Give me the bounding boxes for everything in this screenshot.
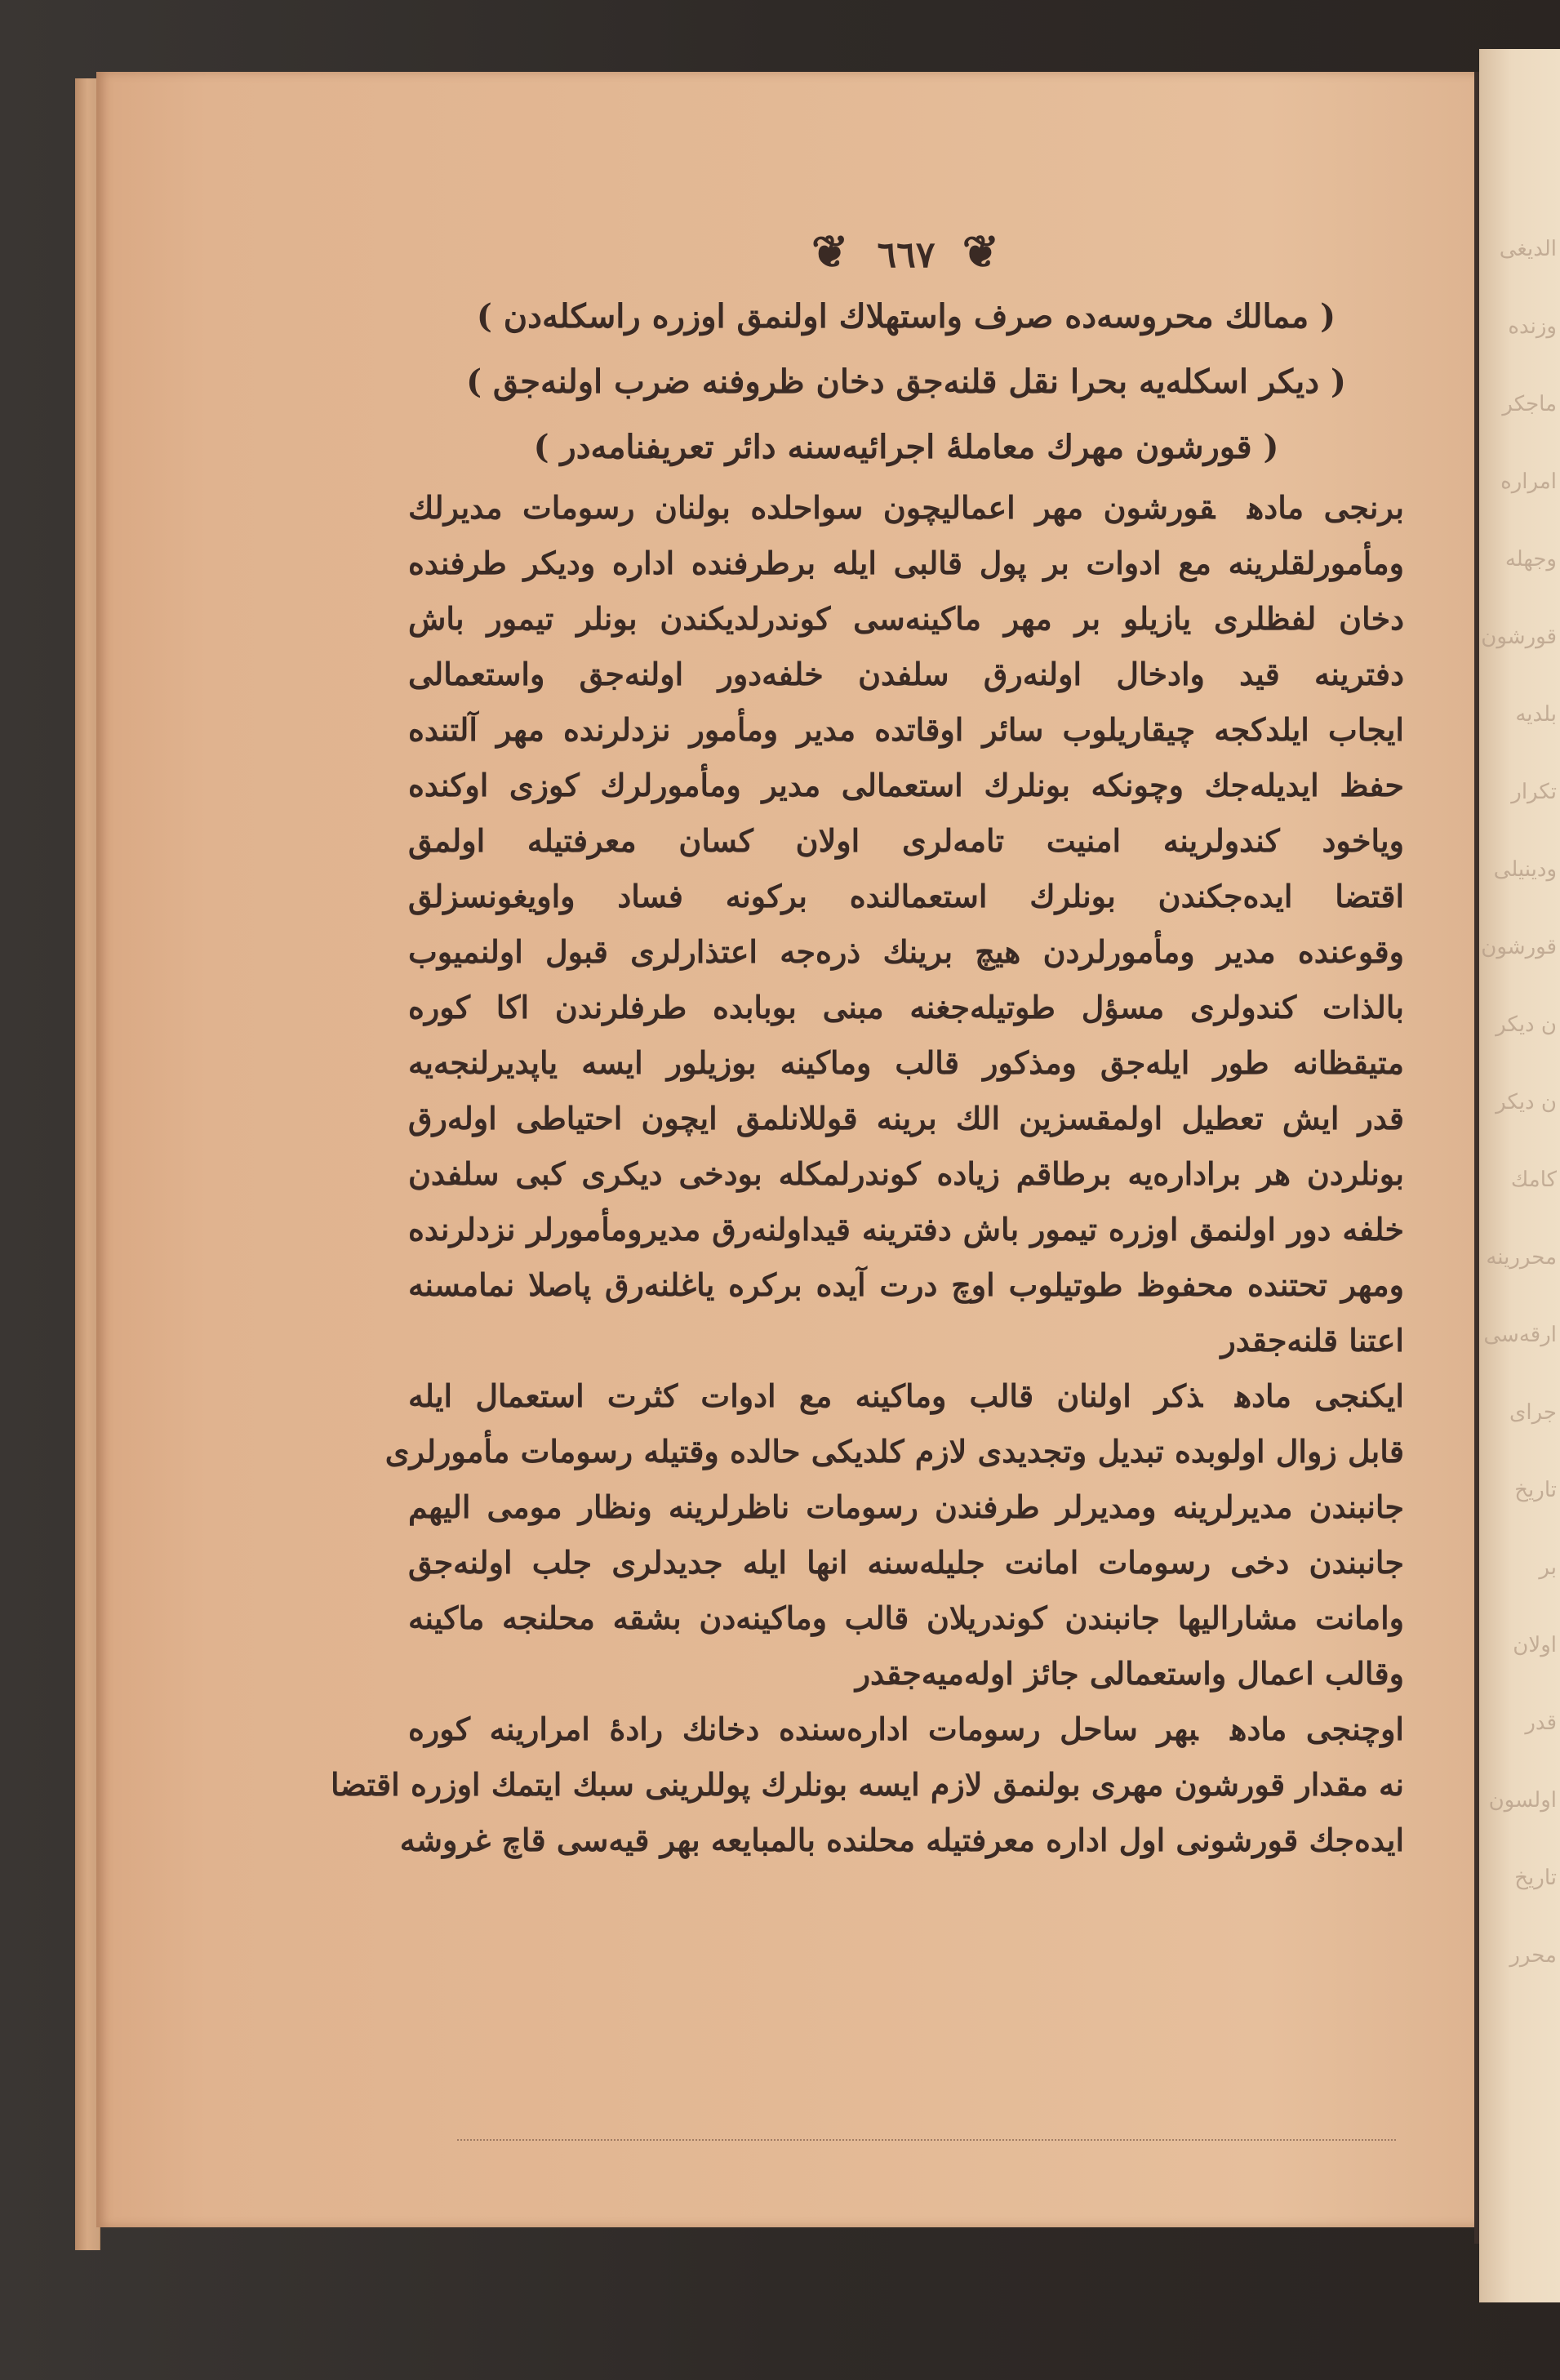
- line-text: ومهر تحتنده محفوظ طوتیلوب اوچ درت آیده بركره یاغلنه‌رق پاصلا نمامسنه: [408, 1266, 1404, 1303]
- text-line: [408, 980, 1404, 1035]
- line-text: وامانت مشارالیها جانبندن كوندریلان قالب وماكینه‌دن بشقه محلنجه ماكینه: [408, 1599, 1404, 1636]
- facing-page-fragment: جرای: [1509, 1400, 1557, 1425]
- line-text: وقالب اعمال واستعمالی جائز اوله‌میه‌جقدر: [855, 1655, 1404, 1692]
- line-text: ومأمورلقلرینه مع ادوات بر پول قالبی ایله برطرفنده اداره ودیكر طرفنده: [408, 545, 1404, 581]
- facing-page-fragment: اولان: [1513, 1633, 1557, 1657]
- facing-page-fragment: تاریخ: [1514, 1866, 1557, 1890]
- article-label: اوچنجی ماده: [1230, 1710, 1404, 1747]
- text-line: [331, 1757, 1404, 1813]
- line-text: قدر ایش تعطیل اولمقسزین الك برینه قوللانلمق ایچون احتیاطی اوله‌رق: [408, 1100, 1404, 1137]
- text-line: [399, 1813, 1404, 1868]
- line-text: وياخود كندولرینه امنیت تامه‌لری اولان كسان معرفتیله اولمق: [408, 822, 1404, 859]
- text-line: [408, 1646, 1404, 1702]
- ornament-left-icon: ❦: [962, 225, 1002, 278]
- line-text: جانبندن دخی رسومات امانت جلیله‌سنه انها ایله جدیدلری جلب اولنه‌جق: [408, 1544, 1404, 1581]
- heading-line: ( ممالك محروسه‌ده صرف واستهلاك اولنمق اوزره راسكله‌دن ): [476, 297, 1336, 336]
- line-text: وقوعنده مدیر ومأمورلردن هیچ برینك ذره‌جه اعتذارلری قبول اولنمیوب: [408, 933, 1404, 970]
- facing-page-fragment: ماجكر: [1502, 392, 1557, 416]
- text-line: [408, 813, 1404, 869]
- facing-page-edge: [1479, 49, 1560, 2302]
- facing-page-fragment: قدر: [1525, 1710, 1557, 1735]
- facing-page-fragment: قورشون: [1481, 935, 1557, 959]
- text-line: [408, 1091, 1404, 1146]
- text-line: [408, 924, 1404, 980]
- facing-page-fragment: امراره: [1500, 469, 1557, 494]
- line-text: نه مقدار قورشون مهری بولنمق لازم ایسه بونلرك پوللرینی سبك ایتمك اوزره اقتضا: [331, 1766, 1404, 1803]
- text-line: [408, 1479, 1404, 1535]
- line-text: ذكر اولنان قالب وماكینه مع ادوات كثرت استعمال ایله: [408, 1377, 1203, 1414]
- line-text: بونلردن هر براداره‌یه برطاقم زیاده كوندرلمكله بودخی دیكری كبی سلفدن: [408, 1155, 1404, 1192]
- text-line: [408, 1702, 1404, 1757]
- facing-page-fragment: ن دیكر: [1496, 1090, 1557, 1114]
- line-text: دفترینه قید وادخال اولنه‌رق سلفدن خلفه‌دور اولنه‌جق واستعمالی: [408, 656, 1404, 692]
- page-number-value: ٦٦٧: [877, 234, 936, 276]
- text-line: [408, 869, 1404, 924]
- heading-line: ( قورشون مهرك معامله‌ٔ اجرائیه‌سنه دائر تعریفنامه‌در ): [533, 428, 1279, 466]
- text-line: [408, 758, 1404, 813]
- text-line: [408, 480, 1404, 536]
- line-text: بهر ساحل رسومات اداره‌سنده دخانك راده‌ٔ امرارینه كوره: [408, 1710, 1198, 1747]
- text-line: [408, 536, 1404, 591]
- line-text: حفظ ایدیله‌جك وچونكه بونلرك استعمالی مدیر ومأمورلرك كوزی اوكنده: [408, 767, 1404, 803]
- text-line: [408, 1368, 1404, 1424]
- line-text: اقتضا ایده‌جكندن بونلرك استعمالنده بركونه فساد واویغونسزلق: [408, 878, 1404, 914]
- facing-page-fragment: الدیغی: [1499, 237, 1557, 261]
- facing-page-fragment: بلدیه: [1515, 702, 1557, 727]
- body-paragraphs: [331, 480, 1404, 1868]
- heading-line: ( دیكر اسكله‌یه بحرا نقل قلنه‌جق دخان ظروفنه ضرب اولنه‌جق ): [466, 363, 1346, 401]
- article-label: برنجی ماده: [1247, 489, 1404, 526]
- facing-page-fragment: كامك: [1510, 1168, 1557, 1192]
- facing-page-fragment: ودینیلی: [1493, 857, 1557, 882]
- facing-page-fragment: ارقه‌سی: [1483, 1323, 1557, 1347]
- line-text: ایده‌جك قورشونی اول اداره معرفتیله محلنده بالمبایعه بهر قیه‌سی قاچ غروشه: [399, 1822, 1404, 1858]
- facing-page-fragment: محرر: [1509, 1943, 1557, 1968]
- text-line: [408, 1146, 1404, 1202]
- text-line: [408, 1035, 1404, 1091]
- line-text: اعتنا قلنه‌جقدر: [1220, 1322, 1404, 1359]
- text-line: [384, 1424, 1404, 1479]
- text-line: [408, 1535, 1404, 1590]
- facing-page-fragment: ن دیكر: [1496, 1012, 1557, 1037]
- line-text: متیقظانه طور ایله‌جق ومذكور قالب وماكینه بوزیلور ایسه یاپدیرلنجه‌یه: [408, 1044, 1404, 1081]
- text-line: [408, 1257, 1404, 1313]
- text-line: [408, 1590, 1404, 1646]
- line-text: قابل زوال اولوبده تبدیل وتجدیدی لازم كلدیكی حالده وقتیله رسومات مأمورلری: [384, 1433, 1404, 1470]
- line-text: ایجاب ایلدكجه چیقاریلوب سائر اوقاتده مدیر ومأمور نزدلرنده مهر آلتنده: [408, 711, 1404, 748]
- facing-page-fragment: بر: [1539, 1555, 1557, 1580]
- facing-page-fragment: تكرار: [1511, 780, 1557, 804]
- facing-page-fragment: محررینه: [1486, 1245, 1557, 1270]
- print-specks: [457, 2139, 1396, 2157]
- facing-page-fragment: وزنده: [1508, 314, 1557, 339]
- ornament-right-icon: ❦: [811, 225, 851, 278]
- text-line: [408, 1202, 1404, 1257]
- text-line: [408, 1313, 1404, 1368]
- line-text: قورشون مهر اعمالیچون سواحلده بولنان رسومات مدیرلك: [408, 489, 1216, 526]
- facing-page-fragment: اولسون: [1488, 1788, 1557, 1813]
- facing-page-fragment: قورشون: [1481, 625, 1557, 649]
- line-text: بالذات كندولری مسؤل طوتیله‌جغنه مبنی بوبابده طرفلرندن اكا كوره: [408, 989, 1404, 1025]
- page-text: [331, 219, 1404, 1868]
- line-text: دخان لفظلری یازیلو بر مهر ماكینه‌سی كوندرلدیكندن بونلر تیمور باش: [408, 600, 1404, 637]
- page-number: [408, 219, 1404, 284]
- line-text: جانبندن مدیرلرینه ومدیرلر طرفندن رسومات ناظرلرینه ونظار مومی الیهم: [408, 1488, 1404, 1525]
- facing-page-fragment: وجهله: [1504, 547, 1557, 572]
- facing-page-fragment: تاریخ: [1514, 1478, 1557, 1502]
- text-line: [408, 591, 1404, 647]
- article-label: ایكنجی ماده: [1235, 1377, 1404, 1414]
- line-text: خلفه دور اولنمق اوزره تیمور باش دفترینه قیداولنه‌رق مدیرومأمورلر نزدلرنده: [408, 1211, 1404, 1248]
- text-line: [408, 647, 1404, 702]
- text-line: [408, 702, 1404, 758]
